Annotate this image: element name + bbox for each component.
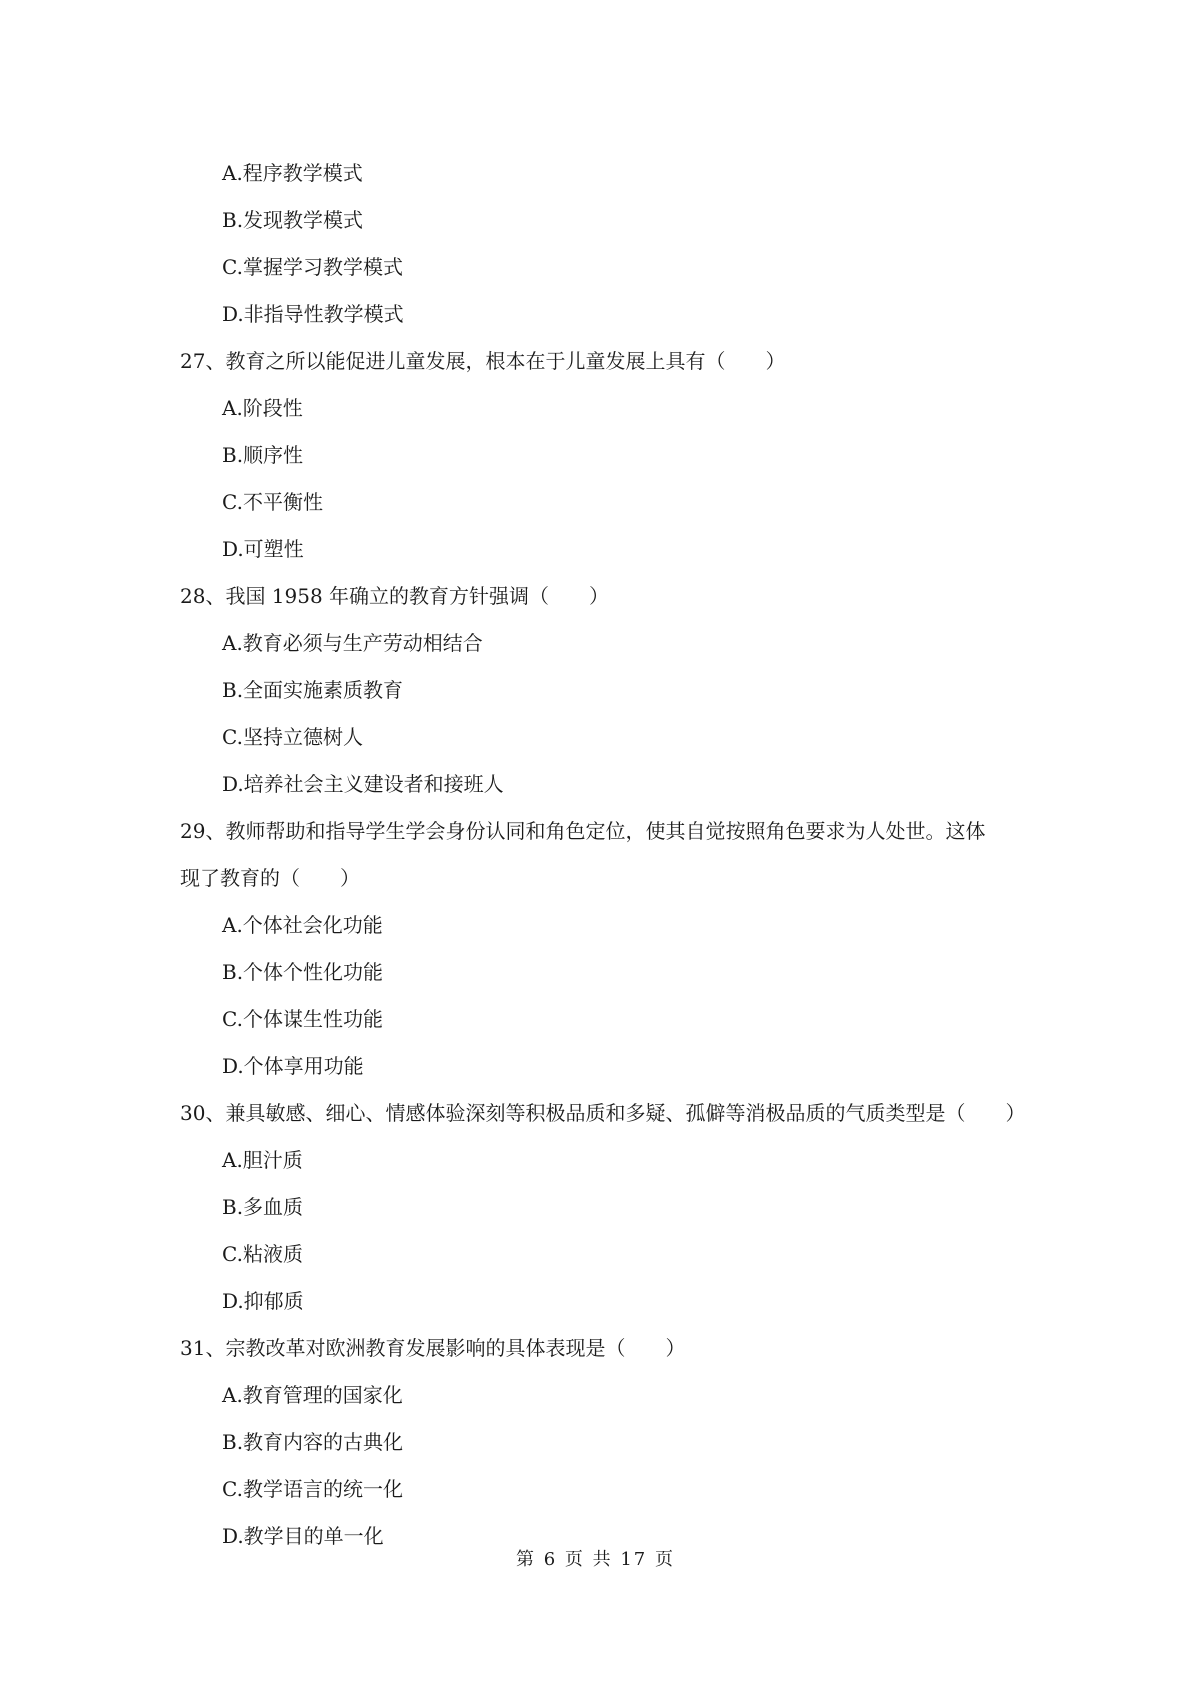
question-27-option-c: C.不平衡性	[222, 490, 323, 514]
question-29-option-a: A.个体社会化功能	[222, 913, 383, 937]
question-27-stem: 27、教育之所以能促进儿童发展，根本在于儿童发展上具有（ ）	[180, 349, 786, 373]
prev-option-a: A.程序教学模式	[222, 161, 363, 185]
question-29-option-d: D.个体享用功能	[222, 1054, 364, 1078]
prev-option-d: D.非指导性教学模式	[222, 302, 404, 326]
question-31-option-d: D.教学目的单一化	[222, 1524, 384, 1548]
prev-option-c: C.掌握学习教学模式	[222, 255, 403, 279]
question-28-option-d: D.培养社会主义建设者和接班人	[222, 772, 504, 796]
question-29-option-c: C.个体谋生性功能	[222, 1007, 383, 1031]
page-footer: 第 6 页 共 17 页	[516, 1549, 675, 1570]
question-27-option-d: D.可塑性	[222, 537, 304, 561]
question-28-stem: 28、我国 1958 年确立的教育方针强调（ ）	[180, 584, 610, 608]
question-31-option-a: A.教育管理的国家化	[222, 1383, 403, 1407]
question-28-option-c: C.坚持立德树人	[222, 725, 363, 749]
question-30-option-c: C.粘液质	[222, 1242, 303, 1266]
question-29-stem-line2: 现了教育的（ ）	[180, 866, 360, 890]
question-27-option-a: A.阶段性	[222, 396, 303, 420]
question-27-option-b: B.顺序性	[222, 443, 304, 467]
question-28-option-a: A.教育必须与生产劳动相结合	[222, 631, 483, 655]
question-29-stem-line1: 29、教师帮助和指导学生学会身份认同和角色定位，使其自觉按照角色要求为人处世。这体	[180, 819, 986, 843]
question-31-stem: 31、宗教改革对欧洲教育发展影响的具体表现是（ ）	[180, 1336, 686, 1360]
prev-option-b: B.发现教学模式	[222, 208, 364, 232]
question-30-option-a: A.胆汁质	[222, 1148, 303, 1172]
page-content	[180, 150, 1026, 1560]
question-28-option-b: B.全面实施素质教育	[222, 678, 404, 702]
question-31-option-b: B.教育内容的古典化	[222, 1430, 404, 1454]
question-29-option-b: B.个体个性化功能	[222, 960, 384, 984]
question-30-option-b: B.多血质	[222, 1195, 304, 1219]
question-31-option-c: C.教学语言的统一化	[222, 1477, 403, 1501]
question-30-stem: 30、兼具敏感、细心、情感体验深刻等积极品质和多疑、孤僻等消极品质的气质类型是（ ）	[180, 1101, 1026, 1125]
question-30-option-d: D.抑郁质	[222, 1289, 304, 1313]
